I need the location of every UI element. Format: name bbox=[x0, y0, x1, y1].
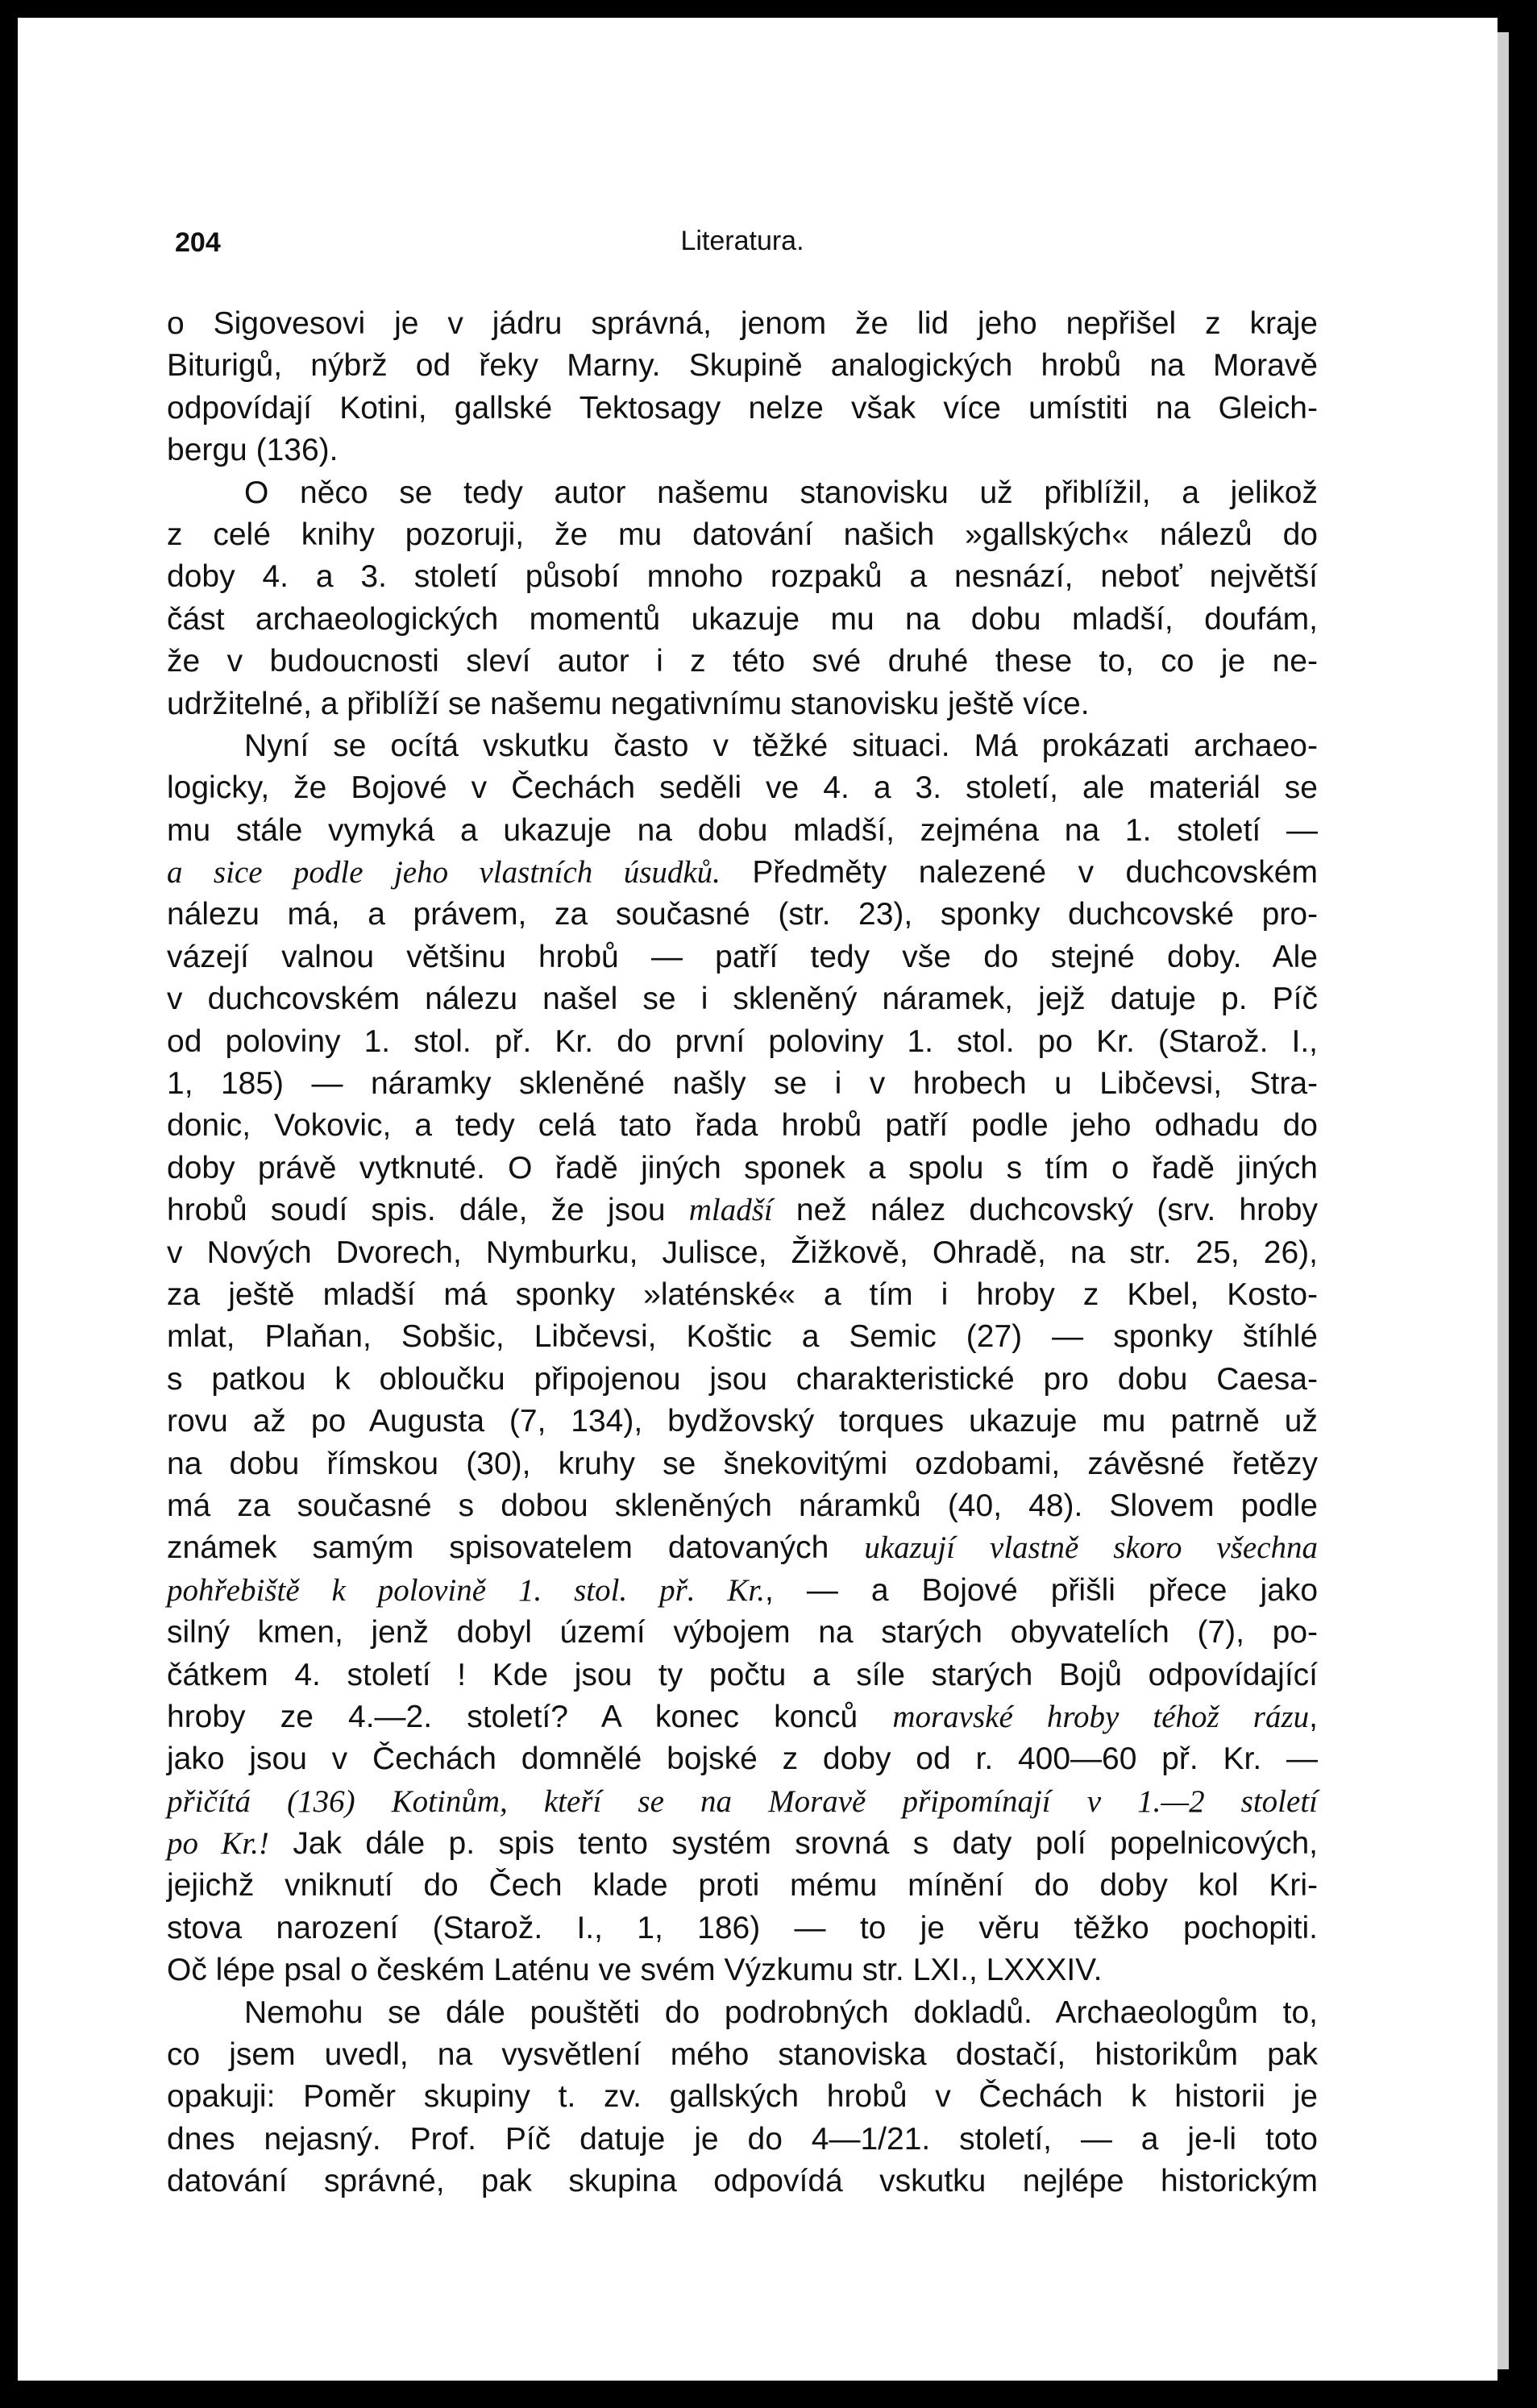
text-line bbox=[167, 2034, 1318, 2076]
text-line bbox=[167, 767, 1318, 809]
page-number: 204 bbox=[175, 227, 221, 258]
text-segment: udržitelné, a přiblíží se našemu negativnímu stanovisku ještě více. bbox=[167, 686, 1090, 721]
italic-text-segment: pohřebiště k polovině 1. stol. př. Kr. bbox=[167, 1572, 766, 1608]
text-line bbox=[167, 345, 1318, 387]
text-line bbox=[167, 1823, 1318, 1865]
text-segment: logicky, že Bojové v Čechách seděli ve 4. a 3. století, ale materiál se bbox=[167, 770, 1318, 806]
italic-text-segment: a sice podle jeho vlastních úsudků. bbox=[167, 855, 721, 891]
text-segment: , — a Bojové přišli přece jako bbox=[765, 1572, 1319, 1608]
text-line bbox=[167, 430, 1318, 471]
text-line bbox=[167, 894, 1318, 936]
italic-text-segment: po Kr.! bbox=[167, 1826, 269, 1862]
text-segment: s patkou k obloučku připojenou jsou charakteristické pro dobu Caesa- bbox=[167, 1361, 1318, 1397]
text-segment: opakuji: Poměr skupiny t. zv. gallských hrobů v Čechách k historii je bbox=[167, 2079, 1318, 2115]
text-segment: bergu (136). bbox=[167, 433, 339, 468]
text-segment: mlat, Plaňan, Sobšic, Libčevsi, Koštic a Semic (27) — sponky štíhlé bbox=[167, 1319, 1318, 1355]
text-line bbox=[167, 725, 1318, 767]
text-line bbox=[167, 1316, 1318, 1358]
text-segment: známek samým spisovatelem datovaných bbox=[167, 1530, 865, 1566]
text-line bbox=[167, 810, 1318, 852]
text-segment: Jak dále p. spis tento systém srovná s daty polí popelnicových, bbox=[268, 1826, 1318, 1862]
text-segment: jejichž vniknutí do Čech klade proti mému mínění do doby kol Kri- bbox=[167, 1868, 1318, 1904]
text-segment: 1, 185) — náramky skleněné našly se i v hrobech u Libčevsi, Stra- bbox=[167, 1066, 1318, 1102]
text-line bbox=[167, 641, 1318, 683]
running-title: Literatura. bbox=[680, 226, 804, 256]
italic-text-segment: moravské hroby téhož rázu bbox=[892, 1699, 1310, 1734]
text-line bbox=[167, 303, 1318, 345]
text-segment: na dobu římskou (30), kruhy se šnekovitými ozdobami, závěsné řetězy bbox=[167, 1446, 1318, 1481]
text-segment: že v budoucnosti sleví autor i z této své druhé these to, co je ne- bbox=[167, 644, 1318, 679]
italic-text-segment: mladší bbox=[688, 1193, 773, 1228]
text-segment: stova narození (Starož. I., 1, 186) — to je věru těžko pochopiti. bbox=[167, 1910, 1318, 1945]
text-line bbox=[167, 1738, 1318, 1780]
text-line bbox=[167, 1274, 1318, 1316]
italic-text-segment: ukazují vlastně skoro všechna bbox=[864, 1530, 1319, 1566]
text-segment: Biturigů, nýbrž od řeky Marny. Skupině analogických hrobů na Moravě bbox=[167, 348, 1318, 384]
text-segment: Předměty nalezené v duchcovském bbox=[720, 855, 1318, 891]
page-header bbox=[167, 216, 1318, 264]
text-line bbox=[167, 2161, 1318, 2202]
text-segment: jako jsou v Čechách domnělé bojské z doby od r. 400—60 př. Kr. — bbox=[167, 1742, 1318, 1777]
text-line bbox=[167, 1063, 1318, 1105]
text-line bbox=[167, 1359, 1318, 1401]
text-segment: , bbox=[1309, 1699, 1318, 1734]
text-line bbox=[167, 1021, 1318, 1063]
text-segment: než nález duchcovský (srv. hroby bbox=[772, 1193, 1318, 1228]
text-line bbox=[167, 1232, 1318, 1274]
text-line bbox=[167, 472, 1318, 514]
text-segment: má za současné s dobou skleněných náramků (40, 48). Slovem podle bbox=[167, 1488, 1318, 1523]
text-line bbox=[167, 1949, 1318, 1991]
text-line bbox=[167, 599, 1318, 641]
text-line bbox=[167, 1654, 1318, 1696]
text-segment: o Sigovesovi je v jádru správná, jenom že lid jeho nepřišel z kraje bbox=[167, 306, 1318, 341]
text-segment: rovu až po Augusta (7, 134), bydžovský torques ukazuje mu patrně už bbox=[167, 1404, 1318, 1439]
text-line bbox=[167, 1992, 1318, 2034]
text-segment: donic, Vokovic, a tedy celá tato řada hrobů patří podle jeho odhadu do bbox=[167, 1108, 1318, 1144]
text-segment: nálezu má, a právem, za současné (str. 23), sponky duchcovské pro- bbox=[167, 897, 1318, 932]
text-segment: O něco se tedy autor našemu stanovisku už přiblížil, a jelikož bbox=[244, 475, 1318, 510]
text-segment: vázejí valnou většinu hrobů — patří tedy vše do stejné doby. Ale bbox=[167, 939, 1318, 974]
text-segment: doby 4. a 3. století působí mnoho rozpaků a nesnází, neboť největší bbox=[167, 559, 1318, 595]
text-line bbox=[167, 1781, 1318, 1823]
text-segment: doby právě vytknuté. O řadě jiných sponek a spolu s tím o řadě jiných bbox=[167, 1150, 1318, 1185]
text-line bbox=[167, 1527, 1318, 1569]
text-line bbox=[167, 2076, 1318, 2118]
text-segment: Nemohu se dále pouštěti do podrobných dokladů. Archaeologům to, bbox=[244, 1995, 1318, 2030]
text-segment: hroby ze 4.—2. století? A konec konců bbox=[167, 1699, 893, 1734]
text-segment: v duchcovském nálezu našel se i skleněný náramek, jejž datuje p. Píč bbox=[167, 982, 1318, 1017]
text-line bbox=[167, 1485, 1318, 1527]
text-line bbox=[167, 1105, 1318, 1147]
text-line bbox=[167, 556, 1318, 598]
italic-text-segment: přičítá (136) Kotinům, kteří se na Moravě připomínají v 1.—2 století bbox=[167, 1783, 1318, 1819]
text-line bbox=[167, 1148, 1318, 1189]
text-segment: dnes nejasný. Prof. Píč datuje je do 4—1/21. století, — a je-li toto bbox=[167, 2121, 1318, 2157]
text-segment: v Nových Dvorech, Nymburku, Julisce, Žižkově, Ohradě, na str. 25, 26), bbox=[167, 1235, 1318, 1270]
text-segment: mu stále vymyká a ukazuje na dobu mladší, zejména na 1. století — bbox=[167, 812, 1318, 848]
text-line bbox=[167, 852, 1318, 894]
text-line bbox=[167, 1865, 1318, 1907]
text-line bbox=[167, 1570, 1318, 1612]
text-segment: za ještě mladší má sponky »laténské« a tím i hroby z Kbel, Kosto- bbox=[167, 1277, 1318, 1312]
text-segment: odpovídají Kotini, gallské Tektosagy nelze však více umístiti na Gleich- bbox=[167, 390, 1318, 426]
text-segment: část archaeologických momentů ukazuje mu na dobu mladší, doufám, bbox=[167, 601, 1318, 637]
text-segment: Nyní se ocítá vskutku často v těžké situaci. Má prokázati archaeo- bbox=[244, 728, 1318, 763]
text-segment: čátkem 4. století ! Kde jsou ty počtu a síle starých Bojů odpovídající bbox=[167, 1657, 1318, 1692]
text-line bbox=[167, 514, 1318, 556]
text-line bbox=[167, 683, 1318, 725]
text-segment: datování správné, pak skupina odpovídá vskutku nejlépe historickým bbox=[167, 2164, 1318, 2199]
text-segment: silný kmen, jenž dobyl území výbojem na starých obyvatelích (7), po- bbox=[167, 1615, 1318, 1650]
body-text bbox=[167, 303, 1318, 2203]
text-segment: z celé knihy pozoruji, že mu datování našich »gallských« nálezů do bbox=[167, 517, 1318, 552]
text-segment: Oč lépe psal o českém Laténu ve svém Výzkumu str. LXI., LXXXIV. bbox=[167, 1953, 1103, 1988]
text-line bbox=[167, 1696, 1318, 1738]
text-line bbox=[167, 2119, 1318, 2161]
text-line bbox=[167, 936, 1318, 978]
text-segment: od poloviny 1. stol. př. Kr. do první poloviny 1. stol. po Kr. (Starož. I., bbox=[167, 1023, 1318, 1059]
text-line bbox=[167, 1612, 1318, 1654]
text-line bbox=[167, 978, 1318, 1020]
text-segment: hrobů soudí spis. dále, že jsou bbox=[167, 1193, 689, 1228]
text-line bbox=[167, 388, 1318, 430]
scan-edge bbox=[1498, 32, 1509, 2369]
text-line bbox=[167, 1908, 1318, 1949]
text-segment: co jsem uvedl, na vysvětlení mého stanoviska dostačí, historikům pak bbox=[167, 2037, 1318, 2073]
text-line bbox=[167, 1189, 1318, 1231]
text-line bbox=[167, 1443, 1318, 1485]
text-line bbox=[167, 1401, 1318, 1443]
